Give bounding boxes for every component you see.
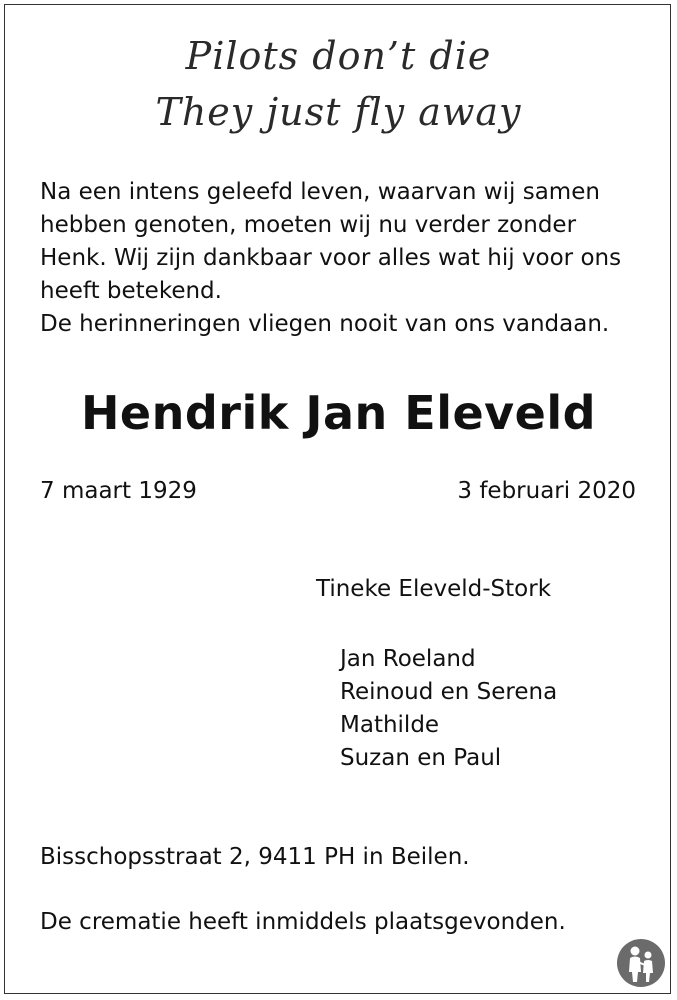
motto-line-1: Pilots don’t die — [185, 34, 492, 78]
death-date: 3 februari 2020 — [457, 478, 636, 504]
child-name: Suzan en Paul — [340, 745, 502, 771]
memorial-figures-icon — [616, 938, 666, 988]
intro-line: heeft betekend. — [40, 278, 222, 304]
address-line: Bisschopsstraat 2, 9411 PH in Beilen. — [40, 844, 470, 870]
child-name: Mathilde — [340, 712, 440, 738]
intro-line: Na een intens geleefd leven, waarvan wij samen — [40, 179, 600, 205]
children-list — [340, 643, 557, 775]
motto-line-2: They just fly away — [155, 90, 522, 134]
intro-line: Henk. Wij zijn dankbaar voor alles wat hij voor ons — [40, 245, 622, 271]
birth-date: 7 maart 1929 — [40, 478, 197, 504]
child-name: Jan Roeland — [340, 646, 476, 672]
child-name: Reinoud en Serena — [340, 679, 558, 705]
deceased-name: Hendrik Jan Eleveld — [80, 386, 597, 440]
intro-line: hebben genoten, moeten wij nu verder zonder — [40, 212, 577, 238]
intro-line: De herinneringen vliegen nooit van ons vandaan. — [40, 311, 610, 337]
spouse-name: Tineke Eleveld-Stork — [316, 576, 552, 602]
intro-text — [40, 176, 640, 341]
cremation-note: De crematie heeft inmiddels plaatsgevonden. — [40, 909, 566, 935]
